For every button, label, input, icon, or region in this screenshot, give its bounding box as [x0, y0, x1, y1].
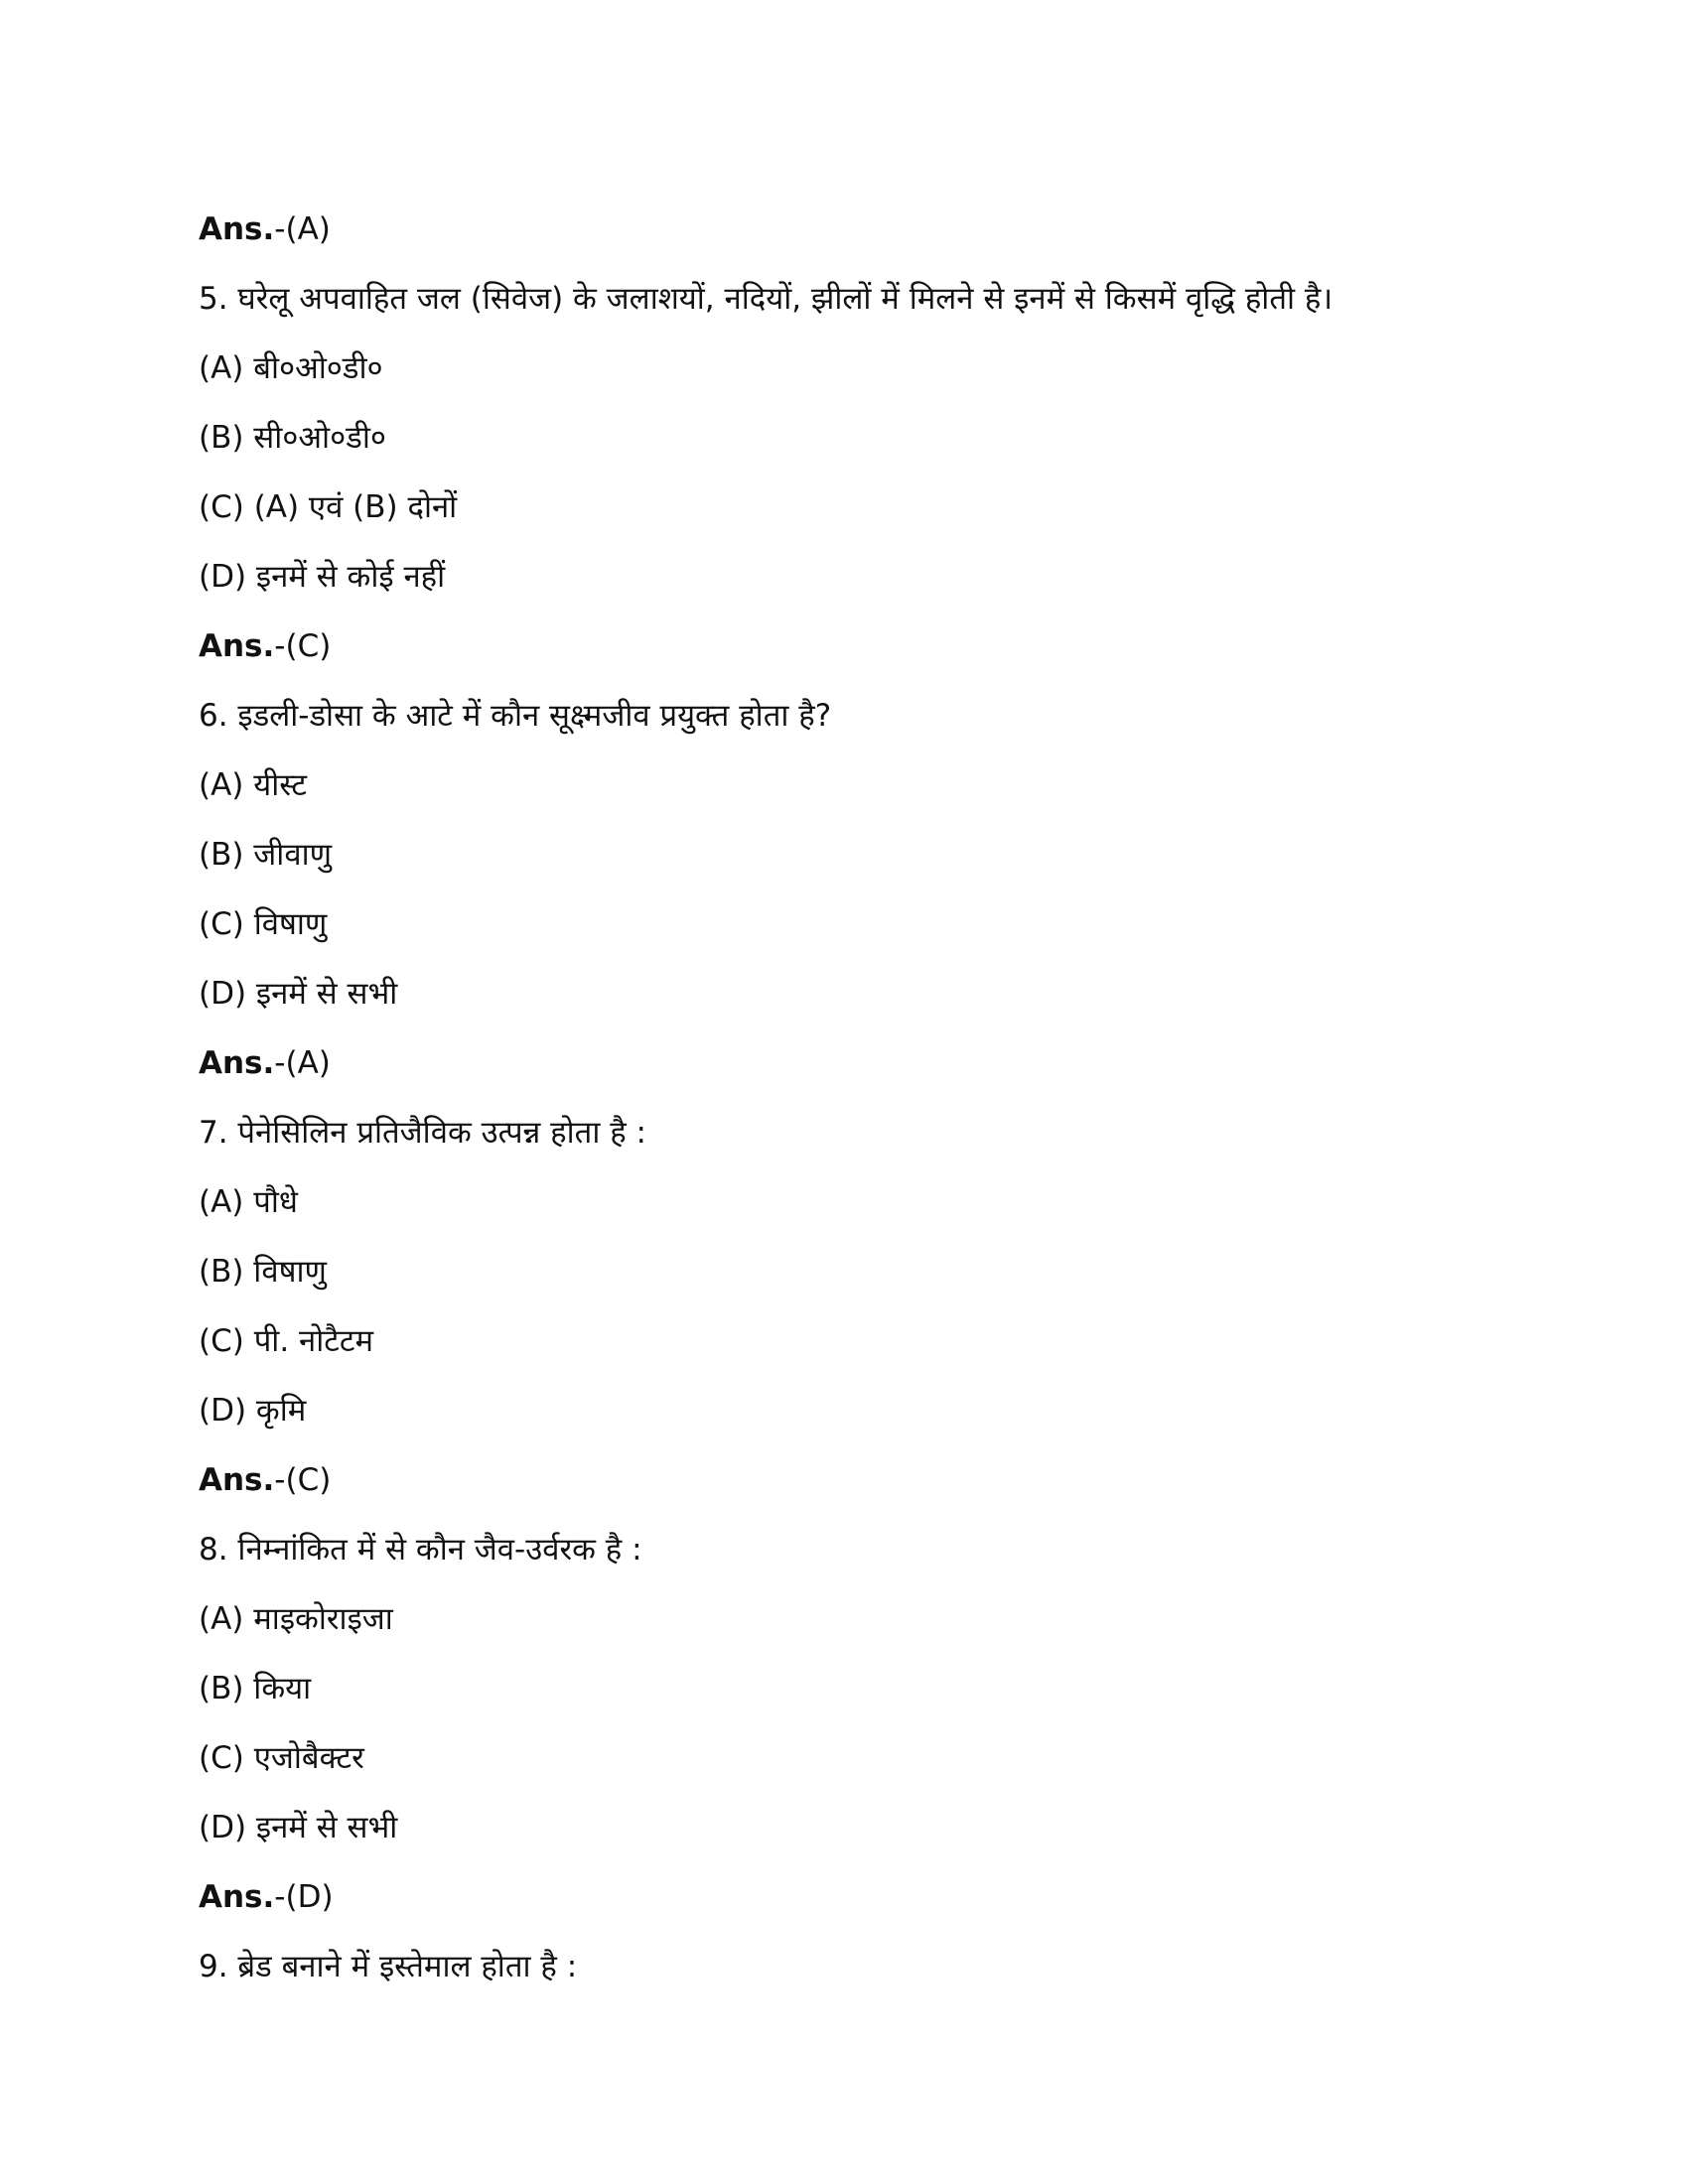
option-d: (D) इनमें से कोई नहीं [199, 559, 446, 595]
answer-line [199, 612, 1589, 681]
answer-label: Ans. [199, 1879, 275, 1915]
question-text: 5. घरेलू अपवाहित जल (सिवेज) के जलाशयों, नदियों, झीलों में मिलने से इनमें से किसमें वृद्धि होती है। [199, 281, 1334, 317]
answer-line [199, 1028, 1589, 1098]
option-b: (B) किया [199, 1671, 312, 1706]
answer-value: -(C) [274, 628, 332, 664]
answer-line [199, 1445, 1589, 1515]
option-b: (B) जीवाणु [199, 837, 333, 873]
document-page [199, 195, 1589, 2001]
option-b: (B) विषाणु [199, 1254, 327, 1290]
option-c: (C) विषाणु [199, 906, 328, 942]
answer-value: -(A) [274, 211, 331, 247]
option-b: (B) सी०ओ०डी० [199, 420, 386, 456]
option-d: (D) कृमि [199, 1393, 307, 1429]
answer-value: -(A) [274, 1045, 331, 1081]
option-d: (D) इनमें से सभी [199, 976, 398, 1012]
answer-line [199, 195, 1589, 264]
question-text: 7. पेनेसिलिन प्रतिजैविक उत्पन्न होता है : [199, 1115, 646, 1151]
answer-label: Ans. [199, 628, 275, 664]
answer-label: Ans. [199, 211, 275, 247]
option-d: (D) इनमें से सभी [199, 1810, 398, 1845]
option-a: (A) बी०ओ०डी० [199, 350, 383, 386]
option-a: (A) माइकोराइजा [199, 1601, 393, 1637]
answer-value: -(C) [274, 1462, 332, 1498]
question-text: 8. निम्नांकित में से कौन जैव-उर्वरक है : [199, 1532, 642, 1568]
option-c: (C) एजोबैक्टर [199, 1740, 364, 1776]
option-c: (C) पी. नोटैटम [199, 1323, 374, 1359]
answer-line [199, 1862, 1589, 1932]
answer-label: Ans. [199, 1045, 275, 1081]
option-a: (A) यीस्ट [199, 767, 307, 803]
question-text: 6. इडली-डोसा के आटे में कौन सूक्ष्मजीव प्रयुक्त होता है? [199, 698, 832, 734]
question-text: 9. ब्रेड बनाने में इस्तेमाल होता है : [199, 1949, 578, 1984]
answer-value: -(D) [274, 1879, 334, 1915]
option-a: (A) पौधे [199, 1184, 298, 1220]
option-c: (C) (A) एवं (B) दोनों [199, 489, 458, 525]
answer-label: Ans. [199, 1462, 275, 1498]
